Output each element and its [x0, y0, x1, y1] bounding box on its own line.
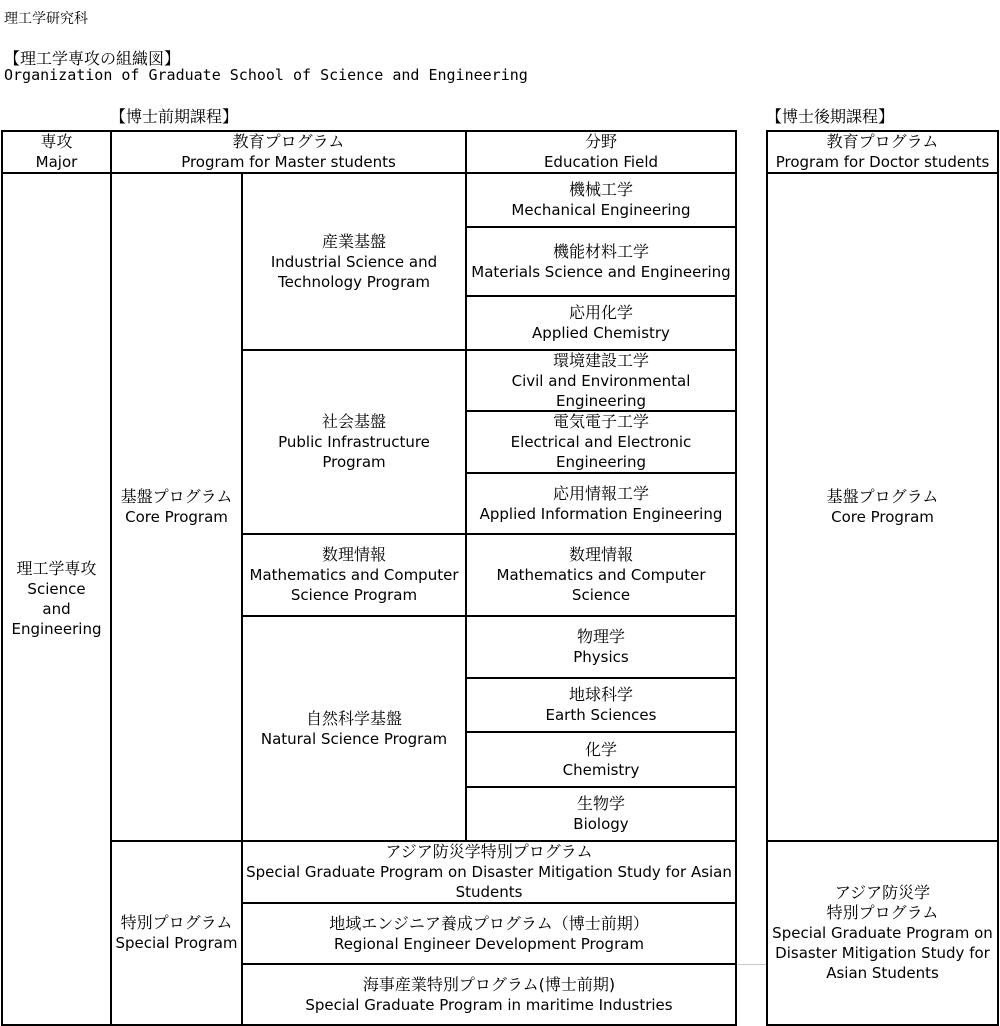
- sub-program-math: 数理情報 Mathematics and Computer Science Program: [249, 545, 459, 604]
- field-chemistry: 化学 Chemistry: [562, 739, 640, 779]
- major-cell: 理工学専攻 Science and Engineering: [11, 559, 102, 638]
- field-mechanical: 機械工学 Mechanical Engineering: [511, 180, 691, 219]
- sub-program-industrial: 産業基盤 Industrial Science and Technology Program: [270, 231, 438, 291]
- field-applied-information: 応用情報工学 Applied Information Engineering: [479, 483, 723, 523]
- field-math: 数理情報 Mathematics and Computer Science: [496, 545, 706, 604]
- doctor-special-program-cell: アジア防災学 特別プログラム Special Graduate Program on Disaster Mitigation Study for Asian Students: [772, 883, 993, 982]
- field-earth-sciences: 地球科学 Earth Sciences: [545, 685, 657, 724]
- core-program-cell: 基盤プログラム Core Program: [120, 487, 233, 526]
- doctor-core-program-cell: 基盤プログラム Core Program: [826, 487, 939, 526]
- field-materials: 機能材料工学 Materials Science and Engineering: [471, 241, 731, 281]
- special-asia-disaster: アジア防災学特別プログラム Special Graduate Program on Disaster Mitigation Study for Asian Students: [246, 842, 732, 901]
- field-applied-chemistry: 応用化学 Applied Chemistry: [532, 303, 670, 342]
- header-program-doctor: 教育プログラム Program for Doctor students: [775, 132, 990, 171]
- sub-program-infrastructure: 社会基盤 Public Infrastructure Program: [278, 412, 430, 471]
- header-field: 分野 Education Field: [543, 132, 659, 171]
- sub-program-natural-science: 自然科学基盤 Natural Science Program: [260, 708, 448, 748]
- field-physics: 物理学 Physics: [573, 627, 629, 666]
- connector-line: [737, 964, 766, 965]
- header-major: 専攻 Major: [35, 132, 78, 171]
- header-program-master: 教育プログラム Program for Master students: [181, 132, 396, 171]
- master-course-label: 【博士前期課程】: [110, 107, 239, 126]
- chart-title-ja: 【理工学専攻の組織図】: [4, 49, 181, 68]
- school-name: 理工学研究科: [4, 11, 88, 27]
- chart-title-en: Organization of Graduate School of Science and Engineering: [4, 66, 528, 84]
- field-civil: 環境建設工学 Civil and Environmental Engineering: [511, 350, 691, 410]
- special-program-cell: 特別プログラム Special Program: [115, 913, 238, 952]
- special-maritime: 海事産業特別プログラム(博士前期) Special Graduate Program in maritime Industries: [305, 974, 673, 1014]
- field-biology: 生物学 Biology: [573, 794, 629, 833]
- doctor-course-label: 【博士後期課程】: [766, 107, 895, 126]
- field-electrical: 電気電子工学 Electrical and Electronic Engineering: [510, 412, 692, 471]
- special-regional-engineer: 地域エンジニア養成プログラム（博士前期） Regional Engineer Development Program: [329, 913, 649, 953]
